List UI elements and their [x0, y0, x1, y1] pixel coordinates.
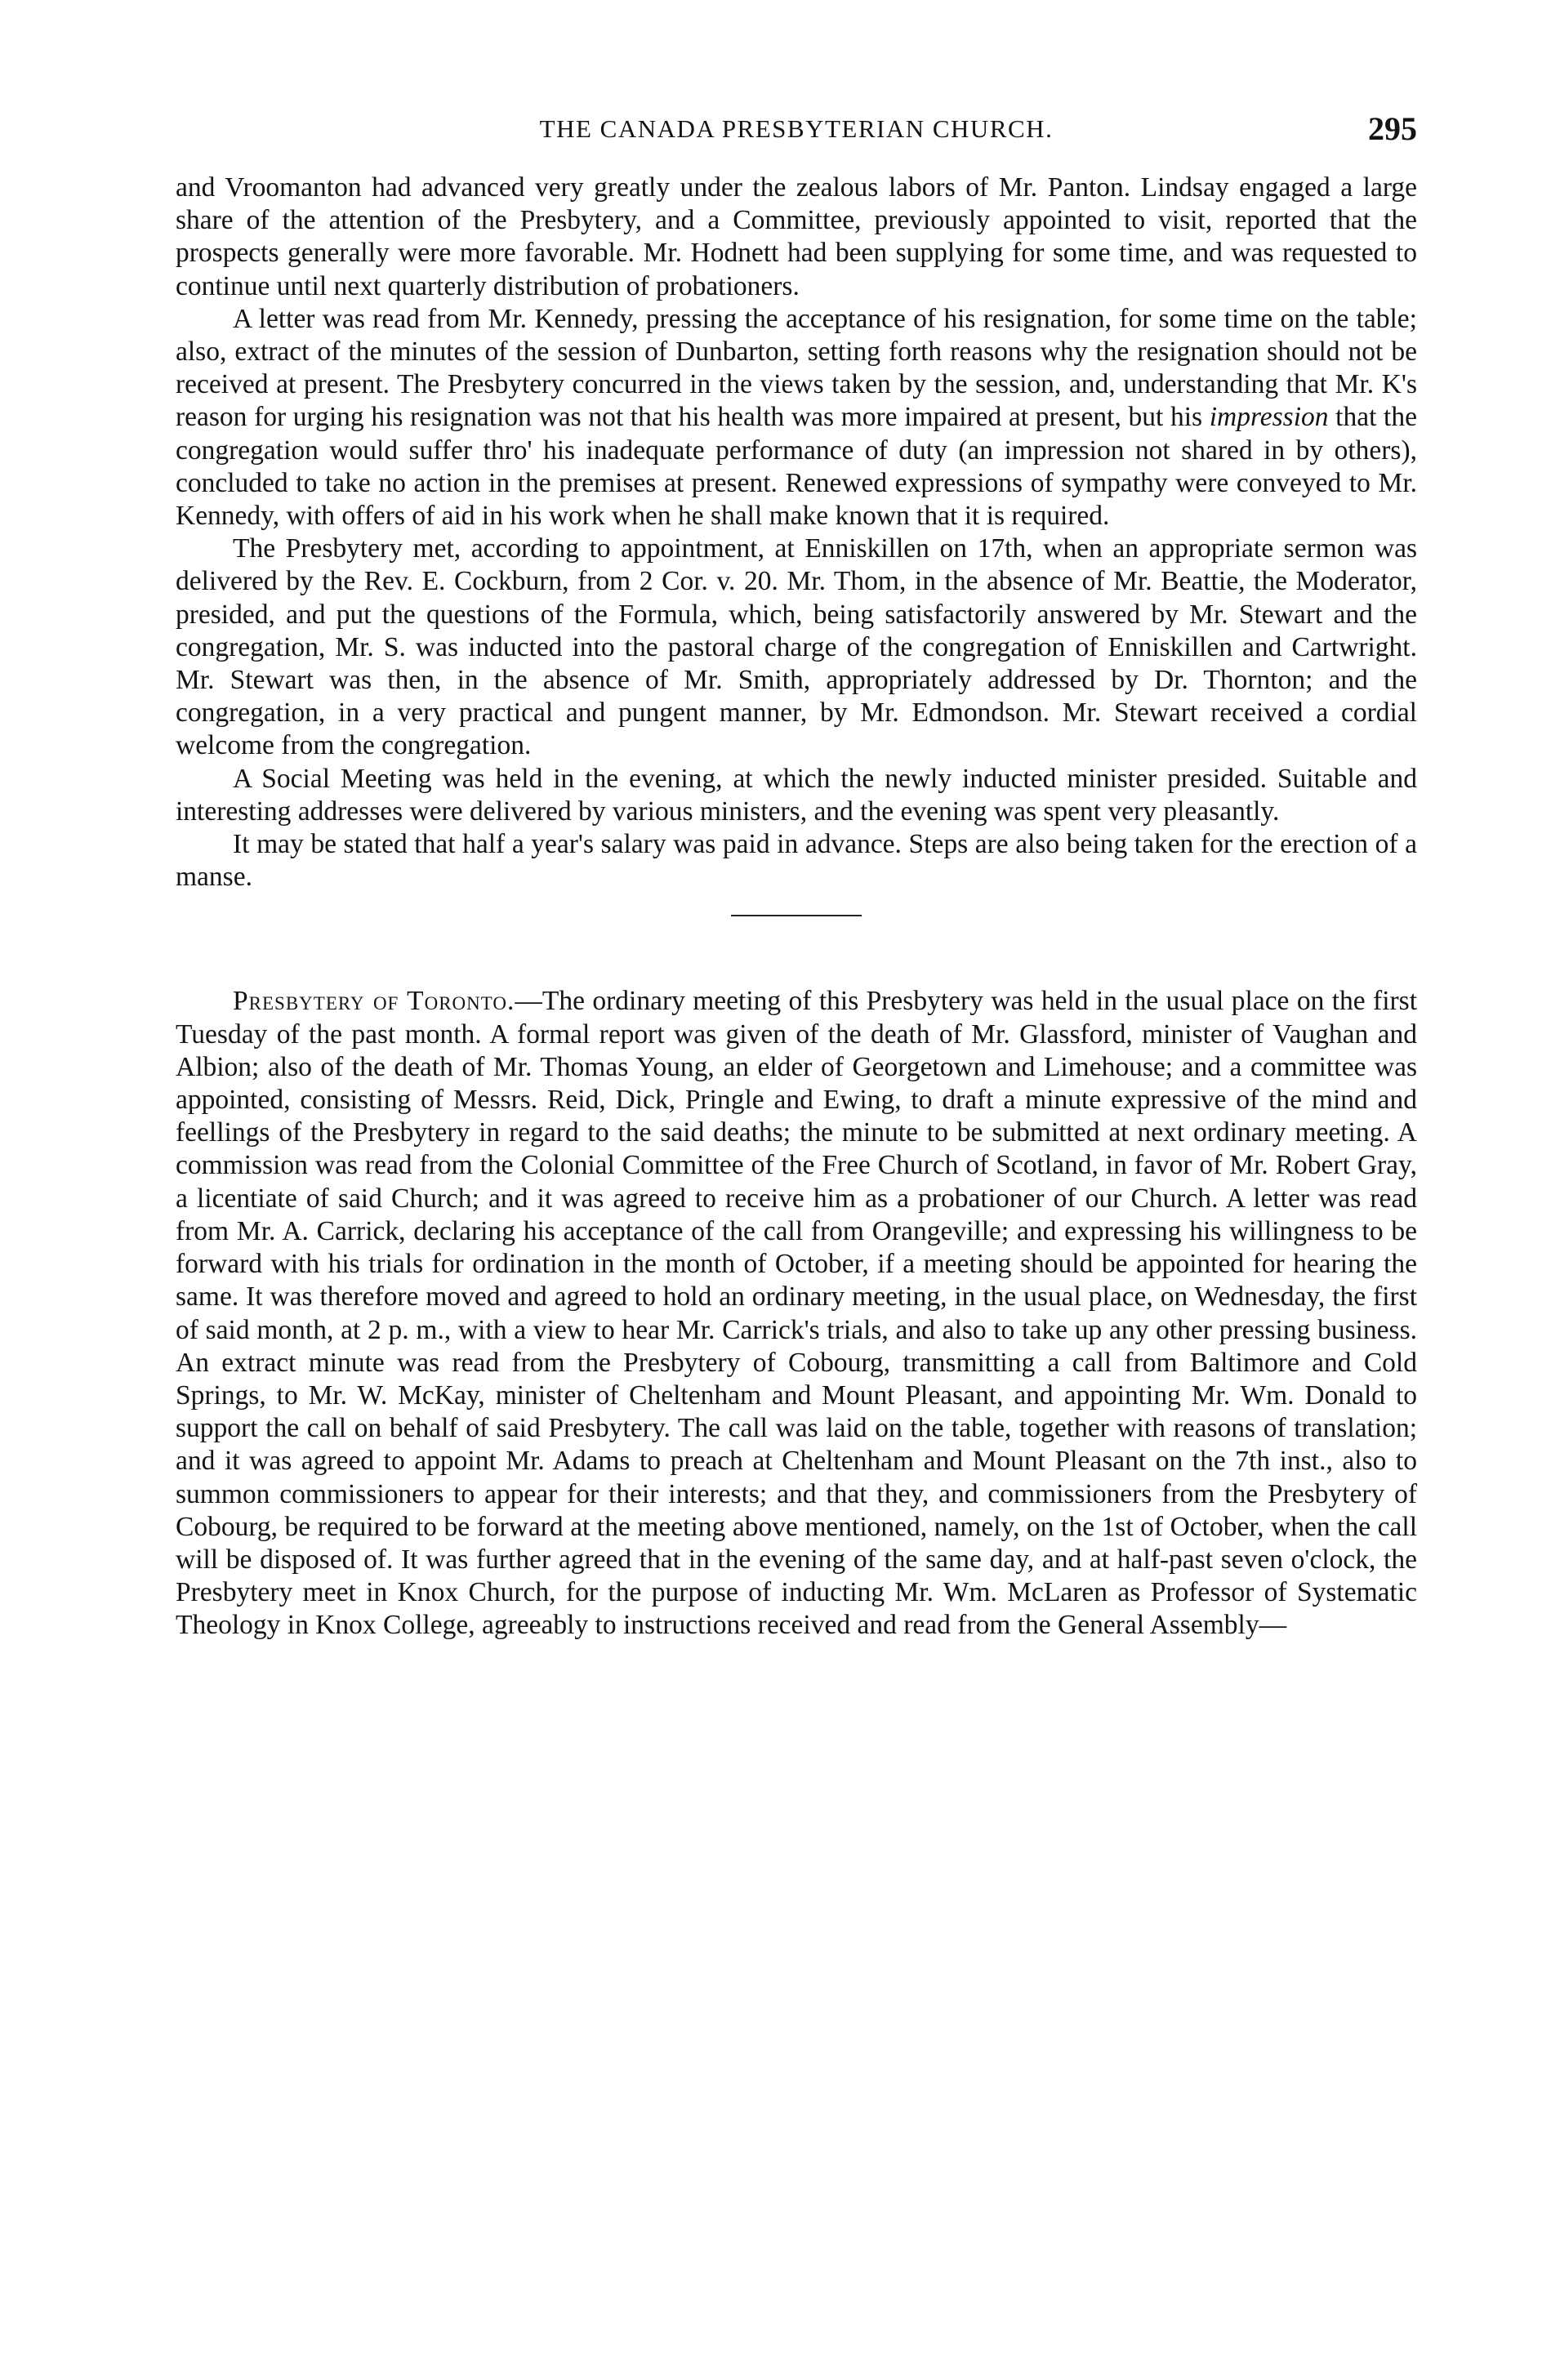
running-head: [176, 110, 1417, 172]
paragraph-social-meeting: A Social Meeting was held in the evening, at which the newly inducted minister presided. Suitable and interesting addresses were delivered by various ministers, and the evening was spent very pleasantly.: [176, 763, 1417, 827]
page-number: 295: [1368, 110, 1417, 147]
paragraph-presbytery-toronto: [176, 985, 1417, 1642]
paragraph-vroomanton: and Vroomanton had advanced very greatly under the zealous labors of Mr. Panton. Lindsay engaged a large share of the attention of the Presbytery, and a Committee, previously appointed to visit, reported that the prospects generally were more favorable. Mr. Hodnett had been supplying for some time, and was requested to continue until next quarterly distribution of probationers.: [176, 172, 1417, 301]
section-heading-presbytery-of-toronto: Presbytery of Toronto.: [233, 986, 515, 1017]
paragraph-toronto-text: —The ordinary meeting of this Presbytery was held in the usual place on the first Tuesday of the past month. A formal report was given of the death of Mr. Glassford, minister of Vaughan and Albion; also of the death of Mr. Thomas Young, an elder of Georgetown and Limehouse; and a committee was appointed, consisting of Messrs. Reid, Dick, Pringle and Ewing, to draft a minute expressive of the mind and feellings of the Presbytery in regard to the said deaths; the minute to be submitted at next ordinary meeting. A commission was read from the Colonial Committee of the Free Church of Scotland, in favor of Mr. Robert Gray, a licentiate of said Church; and it was agreed to receive him as a probationer of our Church. A letter was read from Mr. A. Carrick, declaring his acceptance of the call from Orangeville; and expressing his willingness to be forward with his trials for ordination in the month of October, if a meeting should be appointed for hearing the same. It was therefore moved and agreed to hold an ordinary meeting, in the usual place, on Wednesday, the first of said month, at 2 p. m., with a view to hear Mr. Carrick's trials, and also to take up any other pressing business. An extract minute was read from the Presbytery of Cobourg, transmitting a call from Baltimore and Cold Springs, to Mr. W. McKay, minister of Cheltenham and Mount Pleasant, and appointing Mr. Wm. Donald to support the call on behalf of said Presbytery. The call was laid on the table, together with reasons of translation; and it was agreed to appoint Mr. Adams to preach at Cheltenham and Mount Pleasant on the 7th inst., also to summon commissioners to appear for their interests; and that they, and commissioners from the Presbytery of Cobourg, be required to be forward at the meeting above mentioned, namely, on the 1st of October, when the call will be disposed of. It was further agreed that in the evening of the same day, and at half-past seven o'clock, the Presbytery meet in Knox Church, for the purpose of inducting Mr. Wm. McLaren as Professor of Systematic Theology in Knox College, agreeably to instructions received and read from the General Assembly—: [176, 986, 1418, 1641]
section-divider: [731, 915, 862, 916]
italic-impression: impression: [1209, 402, 1329, 433]
paragraph-enniskillen-induction: The Presbytery met, according to appointment, at Enniskillen on 17th, when an appropriate sermon was delivered by the Rev. E. Cockburn, from 2 Cor. v. 20. Mr. Thom, in the absence of Mr. Beattie, the Moderator, presided, and put the questions of the Formula, which, being satisfactorily answered by Mr. Stewart and the congregation, Mr. S. was inducted into the pastoral charge of the congregation of Enniskillen and Cartwright. Mr. Stewart was then, in the absence of Mr. Smith, appropriately addressed by Dr. Thornton; and the congregation, in a very practical and pungent manner, by Mr. Edmondson. Mr. Stewart received a cordial welcome from the congregation.: [176, 533, 1417, 761]
paragraph-salary: It may be stated that half a year's salary was paid in advance. Steps are also being taken for the erection of a manse.: [176, 829, 1417, 893]
running-title: THE CANADA PRESBYTERIAN CHURCH.: [539, 114, 1054, 143]
paragraph-kennedy-letter: [176, 303, 1417, 533]
paragraph-kennedy-text: A letter was read from Mr. Kennedy, pressing the acceptance of his resignation, for some time on the table; also, extract of the minutes of the session of Dunbarton, setting forth reasons why the resignation should not be received at present. The Presbytery concurred in the views taken by the session, and, understanding that Mr. K's reason for urging his resignation was not that his health was more impaired at present, but his: [176, 303, 1417, 433]
document-page: [176, 110, 1418, 1642]
paragraph-kennedy-text-rest: that the congregation would suffer thro' his inadequate performance of duty (an impression not shared in by others), concluded to take no action in the premises at present. Renewed expressions of sympathy were conveyed to Mr. Kennedy, with offers of aid in his work when he shall make known that it is required.: [176, 402, 1417, 532]
